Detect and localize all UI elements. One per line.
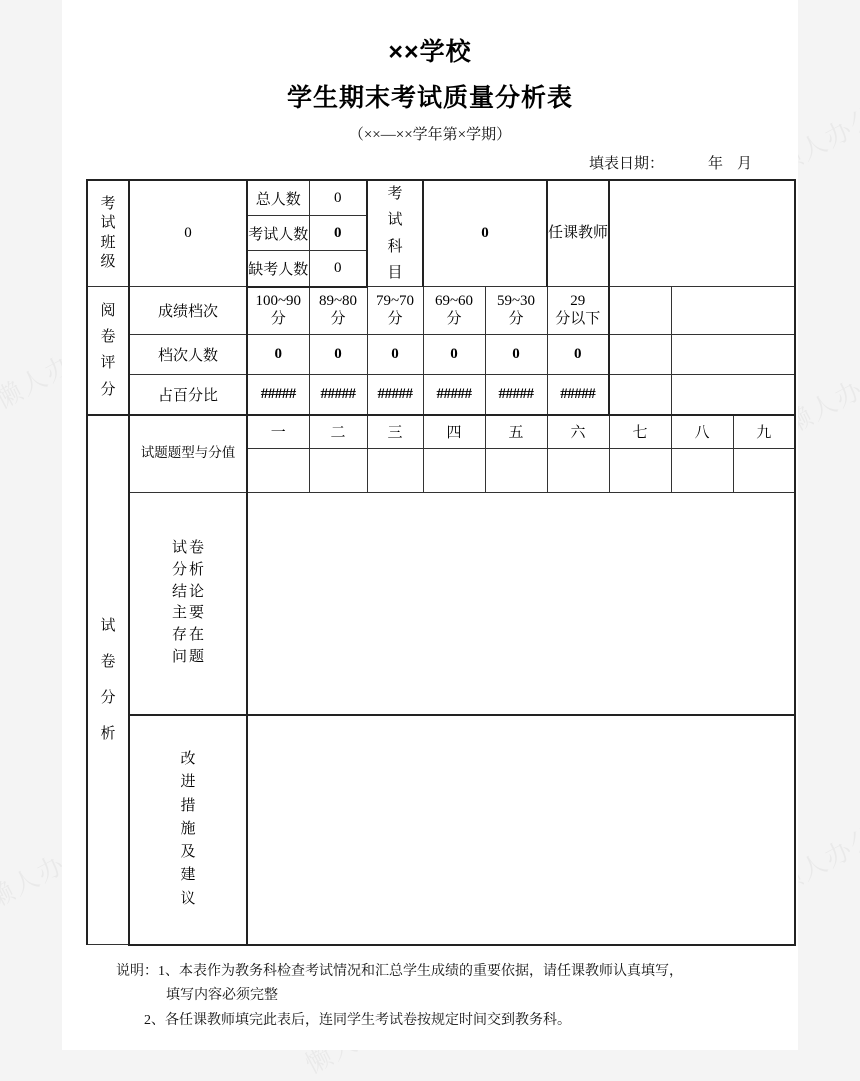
cell-question-value-3[interactable] [367, 449, 423, 493]
quality-analysis-table [86, 179, 796, 946]
cell-analysis-section-label: 试 卷 分 析 [87, 415, 129, 945]
fill-date-month: 月 [736, 156, 752, 172]
cell-question-type-label: 试题题型与分值 [129, 415, 247, 493]
fill-date-line [86, 152, 774, 173]
cell-question-number-9: 九 [733, 415, 795, 449]
cell-score-band-4: 69~60 分 [423, 287, 485, 335]
cell-exam-count-label: 考试人数 [247, 216, 309, 251]
cell-score-band-1: 100~90 分 [247, 287, 309, 335]
cell-question-value-9[interactable] [733, 449, 795, 493]
cell-conclusion-label [129, 493, 247, 715]
table-row-question-numbers [87, 415, 795, 449]
cell-band-count-3[interactable]: 0 [367, 335, 423, 375]
footer-note-line-1: 说明：1、本表作为教务科检查考试情况和汇总学生成绩的重要依据，请任课教师认真填写， [116, 963, 683, 979]
cell-subject-value[interactable]: 0 [423, 180, 547, 287]
cell-band-count-label: 档次人数 [129, 335, 247, 375]
cell-conclusion-value[interactable] [247, 493, 795, 715]
cell-question-number-2: 二 [309, 415, 367, 449]
cell-band-count-4[interactable]: 0 [423, 335, 485, 375]
cell-question-number-7: 七 [609, 415, 671, 449]
cell-question-value-2[interactable] [309, 449, 367, 493]
cell-percentage-1[interactable]: ##### [247, 375, 309, 415]
table-row-conclusion [87, 493, 795, 715]
cell-percentage-5[interactable]: ##### [485, 375, 547, 415]
cell-scoring-section-label: 阅 卷 评 分 [87, 287, 129, 415]
cell-percentage-4[interactable]: ##### [423, 375, 485, 415]
conclusion-label-col-right: 卷 析 论 要 在 题 [189, 540, 205, 665]
table-row-header [87, 180, 795, 216]
cell-score-band-extra-1[interactable] [609, 287, 671, 335]
cell-exam-count-value[interactable]: 0 [309, 216, 367, 251]
cell-improvement-value[interactable] [247, 715, 795, 945]
cell-score-band-extra-2[interactable] [671, 287, 795, 335]
cell-question-value-7[interactable] [609, 449, 671, 493]
cell-question-number-1: 一 [247, 415, 309, 449]
cell-percentage-2[interactable]: ##### [309, 375, 367, 415]
footer-notes [92, 960, 768, 1034]
cell-improvement-label: 改 进 措 施 及 建 议 [129, 715, 247, 945]
cell-percentage-3[interactable]: ##### [367, 375, 423, 415]
cell-question-number-6: 六 [547, 415, 609, 449]
cell-percentage-6[interactable]: ##### [547, 375, 609, 415]
cell-band-count-extra-1[interactable] [609, 335, 671, 375]
footer-note-line-3: 2、各任课教师填完此表后，连同学生考试卷按规定时间交到教务科。 [144, 1012, 571, 1028]
cell-band-count-6[interactable]: 0 [547, 335, 609, 375]
cell-teacher-value[interactable] [609, 180, 795, 287]
cell-question-value-6[interactable] [547, 449, 609, 493]
table-row-improvement [87, 715, 795, 945]
cell-class-label: 考 试 班 级 [87, 180, 129, 287]
cell-percentage-extra-2[interactable] [671, 375, 795, 415]
cell-score-band-2: 89~80 分 [309, 287, 367, 335]
document-page [62, 0, 798, 1050]
cell-percentage-extra-1[interactable] [609, 375, 671, 415]
cell-subject-label: 考 试 科 目 [367, 180, 423, 287]
cell-question-value-1[interactable] [247, 449, 309, 493]
cell-score-band-label: 成绩档次 [129, 287, 247, 335]
cell-question-number-8: 八 [671, 415, 733, 449]
cell-total-count-label: 总人数 [247, 180, 309, 216]
footer-note-line-2: 填写内容必须完整 [166, 988, 278, 1003]
cell-band-count-5[interactable]: 0 [485, 335, 547, 375]
cell-absent-count-label: 缺考人数 [247, 251, 309, 287]
table-row-percentages [87, 375, 795, 415]
cell-question-value-4[interactable] [423, 449, 485, 493]
cell-question-number-5: 五 [485, 415, 547, 449]
conclusion-label-col-left: 试 分 结 主 存 问 [171, 540, 187, 665]
page-title-school: ××学校 [388, 38, 472, 66]
table-row-score-bands [87, 287, 795, 335]
table-row-band-counts [87, 335, 795, 375]
cell-question-number-4: 四 [423, 415, 485, 449]
cell-teacher-label: 任课教师 [547, 180, 609, 287]
cell-absent-count-value[interactable]: 0 [309, 251, 367, 287]
fill-date-year: 年 [707, 156, 723, 172]
cell-band-count-1[interactable]: 0 [247, 335, 309, 375]
cell-score-band-6: 29 分以下 [547, 287, 609, 335]
cell-percentage-label: 占百分比 [129, 375, 247, 415]
cell-total-count-value[interactable]: 0 [309, 180, 367, 216]
page-title-form: 学生期末考试质量分析表 [286, 84, 573, 112]
cell-question-value-8[interactable] [671, 449, 733, 493]
cell-band-count-extra-2[interactable] [671, 335, 795, 375]
cell-score-band-3: 79~70 分 [367, 287, 423, 335]
cell-score-band-5: 59~30 分 [485, 287, 547, 335]
cell-band-count-2[interactable]: 0 [309, 335, 367, 375]
cell-question-number-3: 三 [367, 415, 423, 449]
term-subtitle: （××—××学年第×学期） [348, 127, 512, 143]
cell-question-value-5[interactable] [485, 449, 547, 493]
cell-class-value[interactable]: 0 [129, 180, 247, 287]
fill-date-label: 填表日期： [588, 156, 664, 172]
